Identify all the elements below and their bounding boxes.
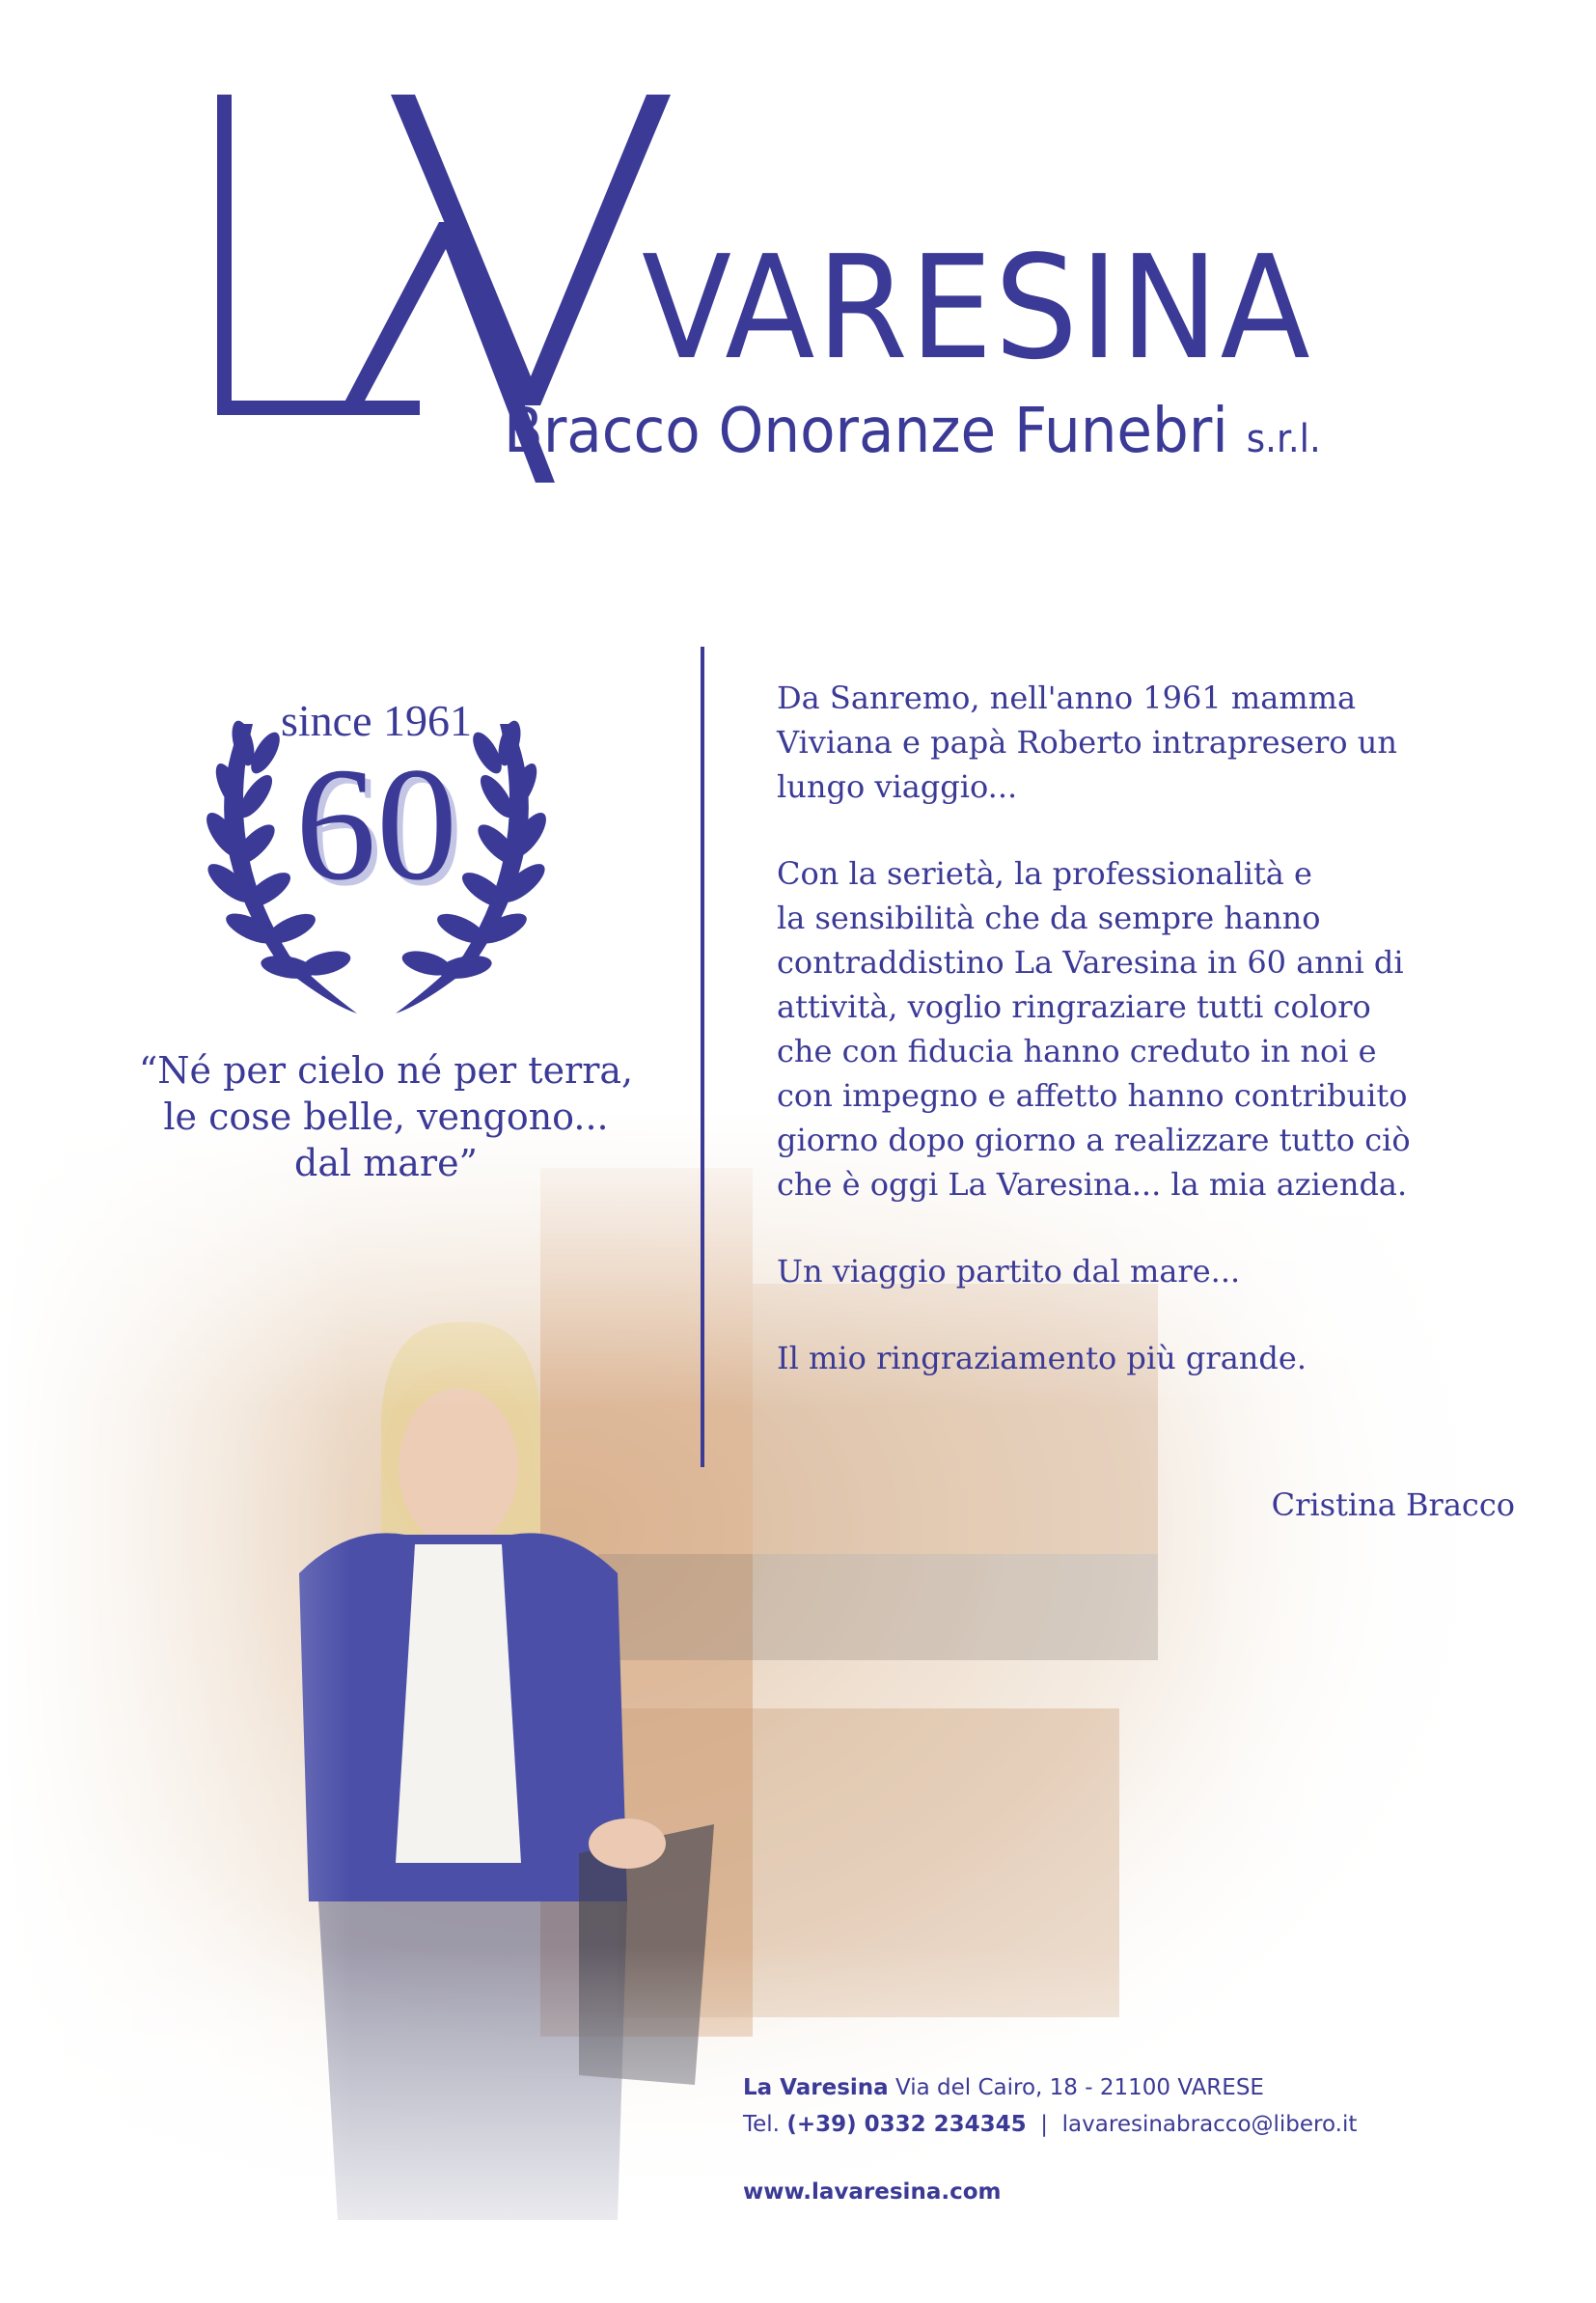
motto-quote (77, 1047, 695, 1186)
letter-line: Un viaggio partito dal mare... (777, 1253, 1241, 1290)
quote-line: dal mare” (294, 1142, 478, 1184)
letter-line: Viviana e papà Roberto intrapresero un (777, 724, 1397, 761)
footer-separator: | (1040, 2112, 1049, 2137)
letter-line: Da Sanremo, nell'anno 1961 mamma (777, 680, 1357, 716)
contact-line (743, 2106, 1357, 2143)
website-link[interactable]: www.lavaresina.com (743, 2179, 1002, 2205)
since-year: since 1961 (280, 696, 472, 745)
contact-footer (743, 2069, 1357, 2210)
letter-line: lungo viaggio... (777, 768, 1018, 805)
letter-line: attività, voglio ringraziare tutti coloro (777, 988, 1371, 1025)
letter-line: Il mio ringraziamento più grande. (777, 1340, 1307, 1376)
quote-line: “Né per cielo né per terra, (138, 1049, 634, 1092)
letter-paragraph (777, 851, 1549, 1207)
letter-line: Con la serietà, la professionalità e (777, 855, 1312, 892)
anniversary-number: 60 (295, 735, 457, 914)
letter-paragraph (777, 1336, 1549, 1380)
address-line (743, 2069, 1357, 2106)
logo-subtitle (504, 396, 1321, 467)
tel-label: Tel. (743, 2112, 780, 2137)
letter-line: che con fiducia hanno creduto in noi e (777, 1033, 1377, 1069)
company-logo (203, 77, 1457, 483)
signature: Cristina Bracco (1271, 1486, 1515, 1523)
logo-subtitle-main: Bracco Onoranze Funebri (504, 396, 1228, 467)
letter-paragraph (777, 676, 1549, 809)
letter-body (777, 676, 1549, 1423)
vertical-divider (701, 647, 704, 1467)
letter-line: giorno dopo giorno a realizzare tutto ciò (777, 1122, 1411, 1158)
footer-company: La Varesina (743, 2075, 889, 2100)
letter-line: che è oggi La Varesina... la mia azienda. (777, 1166, 1408, 1203)
footer-address: Via del Cairo, 18 - 21100 VARESE (894, 2075, 1264, 2100)
letter-paragraph (777, 1249, 1549, 1293)
letter-line: la sensibilità che da sempre hanno (777, 900, 1321, 936)
phone-link[interactable]: (+39) 0332 234345 (786, 2112, 1027, 2137)
email-link[interactable]: lavaresinabracco@libero.it (1061, 2112, 1358, 2137)
letter-line: con impegno e affetto hanno contribuito (777, 1077, 1408, 1114)
quote-line: le cose belle, vengono... (163, 1096, 609, 1138)
logo-varesina-text: VARESINA (642, 225, 1312, 391)
letter-line: contraddistino La Varesina in 60 anni di (777, 944, 1404, 981)
logo-srl: s.r.l. (1246, 417, 1321, 461)
anniversary-badge (174, 676, 579, 1023)
